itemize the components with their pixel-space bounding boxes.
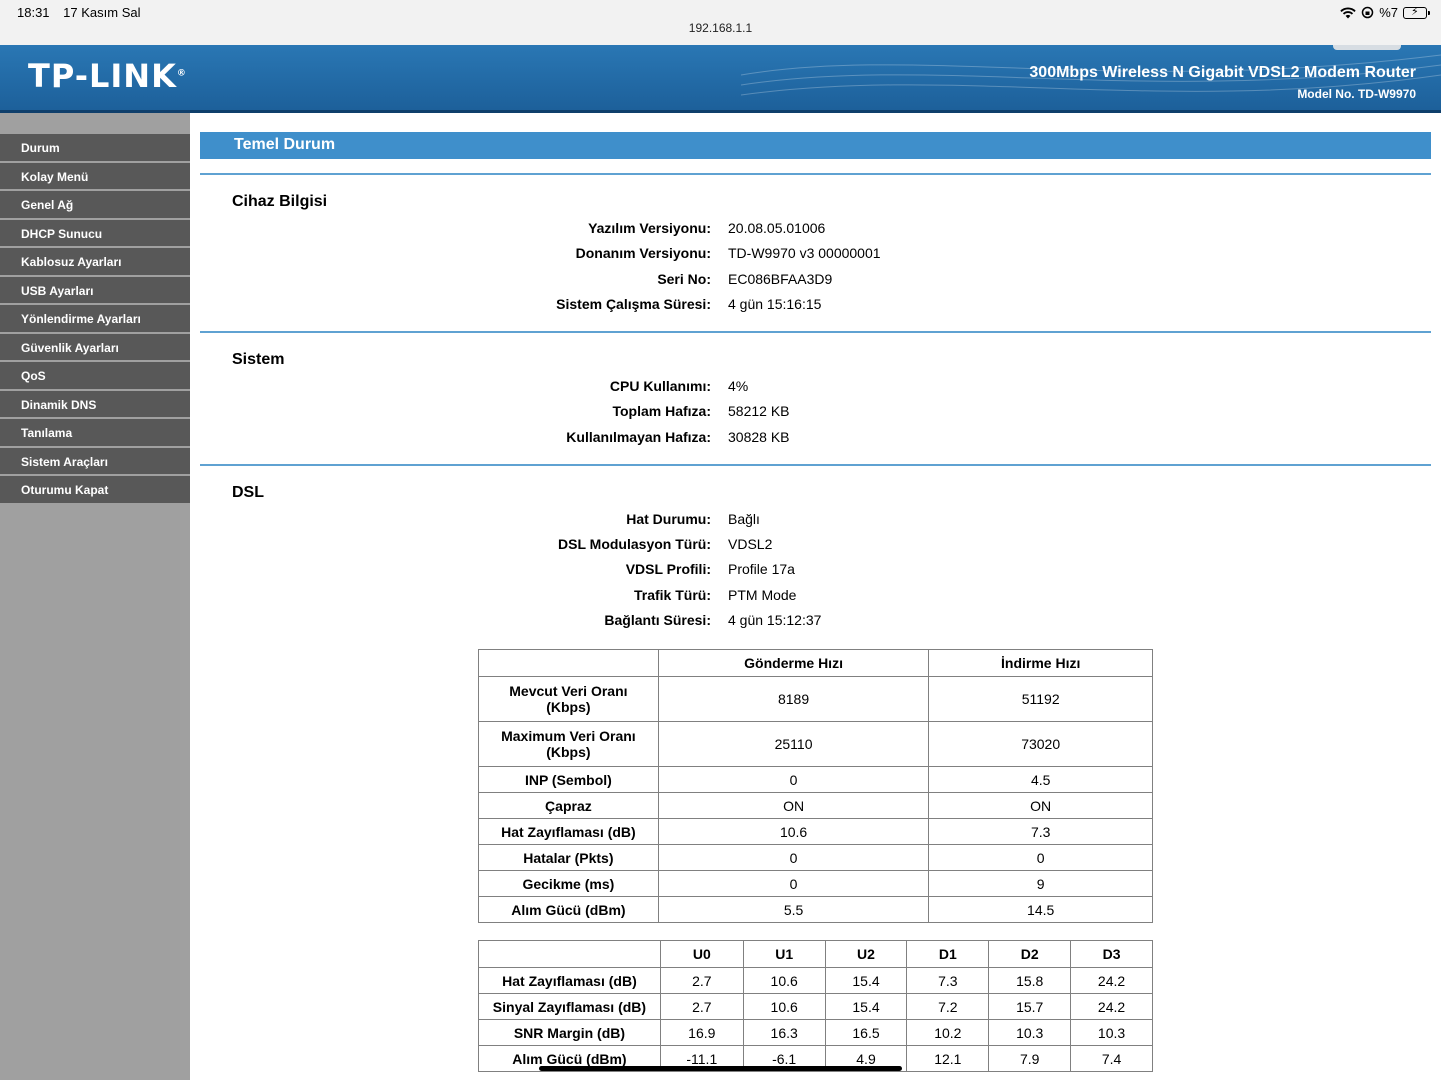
band-cell: 7.9 [989, 1046, 1071, 1072]
table-header-cell: D3 [1071, 941, 1153, 968]
info-value: Bağlı [728, 511, 760, 527]
table-row [479, 722, 1153, 767]
sidebar-item-genel-ag[interactable]: Genel Ağ [0, 191, 190, 218]
band-cell: -11.1 [660, 1046, 743, 1072]
sidebar-item-usb-ayarlari[interactable]: USB Ayarları [0, 277, 190, 304]
section-divider [200, 331, 1431, 333]
band-cell: 16.3 [743, 1020, 825, 1046]
main-content [200, 113, 1431, 1080]
table-row [479, 871, 1153, 897]
info-row [200, 220, 1431, 245]
info-label: DSL Modulasyon Türü: [558, 536, 711, 552]
row-label: Mevcut Veri Oranı (Kbps) [479, 677, 659, 722]
band-cell: 10.2 [907, 1020, 989, 1046]
table-row [479, 897, 1153, 923]
section-divider [200, 464, 1431, 466]
sidebar-item-kolay-menu[interactable]: Kolay Menü [0, 163, 190, 190]
row-label: Gecikme (ms) [479, 871, 659, 897]
row-label: Sinyal Zayıflaması (dB) [479, 994, 661, 1020]
sidebar-item-sistem-araclari[interactable]: Sistem Araçları [0, 448, 190, 475]
info-label: CPU Kullanımı: [609, 378, 711, 394]
row-label: INP (Sembol) [479, 767, 659, 793]
table-header-cell: Gönderme Hızı [658, 650, 929, 677]
sidebar-item-yonlendirme-ayarlari[interactable]: Yönlendirme Ayarları [0, 305, 190, 332]
info-row [200, 378, 1431, 403]
sidebar-menu [0, 113, 190, 1080]
table-header-cell: İndirme Hızı [929, 650, 1153, 677]
ios-status-bar [0, 0, 1441, 45]
info-row [200, 403, 1431, 428]
row-label: Hat Zayıflaması (dB) [479, 819, 659, 845]
info-value: Profile 17a [728, 561, 795, 577]
system-title: Sistem [232, 351, 285, 368]
upload-cell: 0 [658, 871, 929, 897]
home-indicator[interactable] [539, 1066, 902, 1071]
upload-cell: ON [658, 793, 929, 819]
info-row [200, 271, 1431, 296]
row-label: SNR Margin (dB) [479, 1020, 661, 1046]
info-label: Toplam Hafıza: [612, 403, 711, 419]
page-title: Temel Durum [200, 132, 1431, 159]
table-row [479, 793, 1153, 819]
section-divider [200, 173, 1431, 175]
info-row [200, 612, 1431, 637]
info-label: VDSL Profili: [625, 561, 711, 577]
table-header-cell [479, 650, 659, 677]
upload-cell: 10.6 [658, 819, 929, 845]
upload-cell: 0 [658, 767, 929, 793]
tp-link-logo: TP-LINK® [28, 57, 187, 95]
upload-cell: 0 [658, 845, 929, 871]
info-label: Yazılım Versiyonu: [588, 220, 711, 236]
table-row [479, 767, 1153, 793]
info-value: EC086BFAA3D9 [728, 271, 833, 287]
row-label: Alım Gücü (dBm) [479, 897, 659, 923]
download-cell: 4.5 [929, 767, 1153, 793]
upload-cell: 5.5 [658, 897, 929, 923]
dsl-band-table [478, 940, 1153, 1072]
info-label: Bağlantı Süresi: [604, 612, 711, 628]
info-label: Kullanılmayan Hafıza: [566, 429, 711, 445]
info-value: 20.08.05.01006 [728, 220, 826, 236]
table-row [479, 819, 1153, 845]
sidebar-item-dhcp-sunucu[interactable]: DHCP Sunucu [0, 220, 190, 247]
band-cell: 15.4 [825, 968, 907, 994]
sidebar-item-tanilama[interactable]: Tanılama [0, 419, 190, 446]
info-row [200, 587, 1431, 612]
sidebar-item-kablosuz-ayarlari[interactable]: Kablosuz Ayarları [0, 248, 190, 275]
status-right [1340, 5, 1427, 20]
table-row [479, 968, 1153, 994]
wifi-icon [1340, 7, 1356, 19]
info-value: 4 gün 15:16:15 [728, 296, 822, 312]
info-row [200, 561, 1431, 586]
dsl-rate-table [478, 649, 1153, 923]
band-cell: 2.7 [660, 994, 743, 1020]
band-cell: 7.3 [907, 968, 989, 994]
sidebar-item-durum[interactable]: Durum [0, 134, 190, 161]
info-value: TD-W9970 v3 00000001 [728, 245, 881, 261]
rotation-lock-icon [1361, 6, 1374, 19]
row-label: Maximum Veri Oranı (Kbps) [479, 722, 659, 767]
info-label: Hat Durumu: [626, 511, 711, 527]
band-cell: 15.7 [989, 994, 1071, 1020]
table-row [479, 845, 1153, 871]
table-header-cell: D2 [989, 941, 1071, 968]
info-row [200, 536, 1431, 561]
address-bar-url[interactable]: 192.168.1.1 [688, 21, 753, 35]
download-cell: 73020 [929, 722, 1153, 767]
router-header [0, 45, 1441, 113]
table-header-row [479, 941, 1153, 968]
band-cell: 24.2 [1071, 994, 1153, 1020]
status-left [17, 5, 151, 20]
download-cell: 9 [929, 871, 1153, 897]
info-row [200, 511, 1431, 536]
table-row [479, 677, 1153, 722]
band-cell: 7.2 [907, 994, 989, 1020]
info-label: Donanım Versiyonu: [575, 245, 711, 261]
info-value: 4 gün 15:12:37 [728, 612, 822, 628]
battery-icon: ⚡ [1403, 7, 1427, 19]
band-cell: 16.5 [825, 1020, 907, 1046]
table-header-cell: D1 [907, 941, 989, 968]
table-header-cell: U1 [743, 941, 825, 968]
info-value: 30828 KB [728, 429, 790, 445]
download-cell: 7.3 [929, 819, 1153, 845]
info-value: VDSL2 [728, 536, 773, 552]
band-cell: 10.3 [989, 1020, 1071, 1046]
info-value: PTM Mode [728, 587, 797, 603]
band-cell: 15.8 [989, 968, 1071, 994]
table-header-row [479, 650, 1153, 677]
band-cell: 15.4 [825, 994, 907, 1020]
header-tab [1333, 45, 1401, 50]
band-cell: 7.4 [1071, 1046, 1153, 1072]
table-row [479, 994, 1153, 1020]
info-label: Trafik Türü: [633, 587, 711, 603]
info-label: Seri No: [657, 271, 711, 287]
band-cell: 10.6 [743, 968, 825, 994]
table-header-cell: U2 [825, 941, 907, 968]
model-number: Model No. TD-W9970 [1297, 87, 1416, 101]
info-value: 58212 KB [728, 403, 790, 419]
info-value: 4% [728, 378, 749, 394]
row-label: Hatalar (Pkts) [479, 845, 659, 871]
band-cell: 10.6 [743, 994, 825, 1020]
row-label: Hat Zayıflaması (dB) [479, 968, 661, 994]
upload-cell: 8189 [658, 677, 929, 722]
download-cell: ON [929, 793, 1153, 819]
sidebar-item-qos[interactable]: QoS [0, 362, 190, 389]
download-cell: 14.5 [929, 897, 1153, 923]
dsl-title: DSL [232, 484, 264, 501]
sidebar-item-oturumu-kapat[interactable]: Oturumu Kapat [0, 476, 190, 503]
clock: 18:31 [17, 5, 50, 20]
row-label: Çapraz [479, 793, 659, 819]
sidebar-item-guvenlik-ayarlari[interactable]: Güvenlik Ayarları [0, 334, 190, 361]
table-row [479, 1020, 1153, 1046]
band-cell: 24.2 [1071, 968, 1153, 994]
table-header-cell [479, 941, 661, 968]
download-cell: 0 [929, 845, 1153, 871]
info-row [200, 429, 1431, 454]
info-row [200, 245, 1431, 270]
band-cell: 10.3 [1071, 1020, 1153, 1046]
device-info-title: Cihaz Bilgisi [232, 193, 328, 210]
row-label: Alım Gücü (dBm) [479, 1046, 661, 1072]
band-cell: 2.7 [660, 968, 743, 994]
info-label: Sistem Çalışma Süresi: [556, 296, 711, 312]
info-row [200, 296, 1431, 321]
product-name: 300Mbps Wireless N Gigabit VDSL2 Modem Router [1029, 64, 1416, 81]
table-header-cell: U0 [660, 941, 743, 968]
band-cell: 4.9 [825, 1046, 907, 1072]
band-cell: -6.1 [743, 1046, 825, 1072]
sidebar-item-dinamik-dns[interactable]: Dinamik DNS [0, 391, 190, 418]
band-cell: 16.9 [660, 1020, 743, 1046]
download-cell: 51192 [929, 677, 1153, 722]
upload-cell: 25110 [658, 722, 929, 767]
date: 17 Kasım Sal [63, 5, 141, 20]
band-cell: 12.1 [907, 1046, 989, 1072]
battery-percent: %7 [1379, 5, 1398, 20]
